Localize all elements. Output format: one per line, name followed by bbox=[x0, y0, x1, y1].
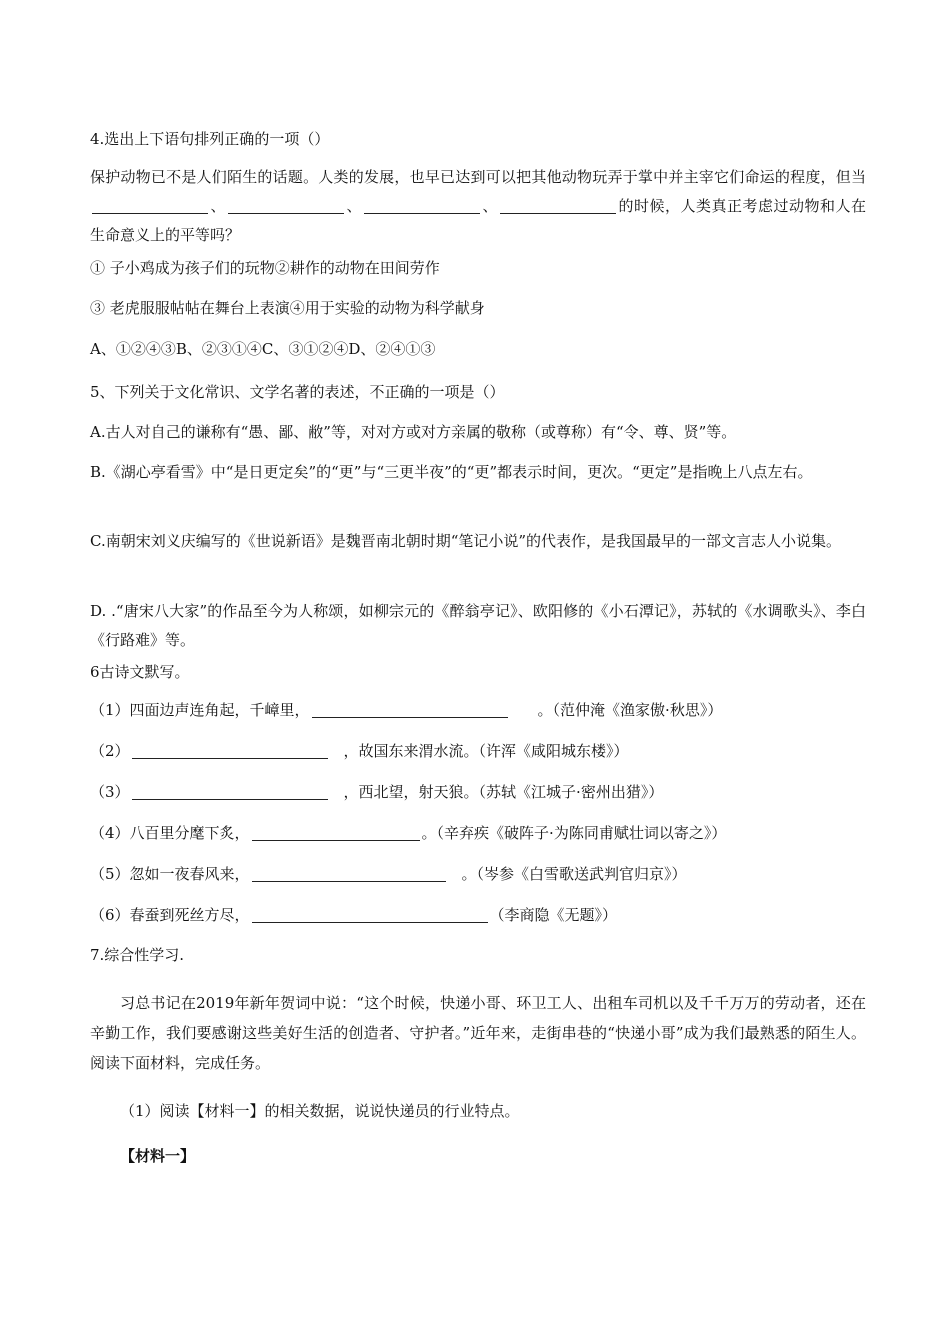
q7-material-1-heading: 【材料一】 bbox=[120, 1147, 196, 1165]
q4-sep-1: 、 bbox=[210, 197, 226, 215]
q6-item-2 bbox=[90, 741, 870, 761]
q6-item-1 bbox=[90, 700, 870, 720]
q4-sep-3: 、 bbox=[482, 197, 498, 215]
q4-choices: A、①②④③B、②③①④C、③①②④D、②④①③ bbox=[90, 340, 436, 358]
q6-item-1-pre: （1）四面边声连角起，千嶂里， bbox=[90, 701, 310, 719]
q6-item-2-post: ，故国东来渭水流。（许浑《咸阳城东楼》） bbox=[343, 742, 629, 760]
q6-item-4-pre: （4）八百里分麾下炙， bbox=[90, 824, 250, 842]
q5-option-d: D. .“唐宋八大家”的作品至今为人称颂，如柳宗元的《醉翁亭记》、欧阳修的《小石潭记》，苏轼的《水调歌头》、李白《行路难》等。 bbox=[90, 602, 866, 649]
q6-item-4 bbox=[90, 823, 870, 843]
q7-intro: 习总书记在2019年新年贺词中说：“这个时候，快递小哥、环卫工人、出租车司机以及千千万万的劳动者，还在辛勤工作，我们要感谢这些美好生活的创造者、守护者。”近年来，走街串巷的“快递小哥”成为我们最熟悉的陌生人。阅读下面材料，完成任务。 bbox=[90, 994, 866, 1072]
q6-blank-1[interactable] bbox=[312, 701, 508, 718]
q4-title: 4.选出上下语句排列正确的一项（） bbox=[90, 130, 330, 148]
q6-item-3-pre: （3） bbox=[90, 783, 130, 801]
q5-title: 5、下列关于文化常识、文学名著的表述，不正确的一项是（） bbox=[90, 383, 505, 401]
q6-blank-6[interactable] bbox=[252, 906, 488, 923]
q4-stem-text-b: 的时候，人类真正考虑过动物和人在生命意义上的平等吗？ bbox=[90, 197, 866, 244]
q6-item-3-post: ，西北望，射天狼。（苏轼《江城子·密州出猎》） bbox=[343, 783, 664, 801]
q6-blank-2[interactable] bbox=[132, 742, 328, 759]
q6-blank-3[interactable] bbox=[132, 783, 328, 800]
q6-item-4-post: 。（辛弃疾《破阵子·为陈同甫赋壮词以寄之》） bbox=[421, 824, 727, 842]
q5-option-c: C.南朝宋刘义庆编写的《世说新语》是魏晋南北朝时期“笔记小说”的代表作，是我国最早的一部文言志人小说集。 bbox=[90, 532, 842, 550]
q6-item-5 bbox=[90, 864, 870, 884]
q4-options-line-2: ③ 老虎服服帖帖在舞台上表演④用于实验的动物为科学献身 bbox=[90, 299, 485, 317]
q6-item-6-pre: （6）春蚕到死丝方尽， bbox=[90, 906, 250, 924]
q6-item-6-post: （李商隐《无题》） bbox=[489, 906, 618, 924]
q4-stem bbox=[90, 163, 866, 250]
q5-option-b: B.《湖心亭看雪》中“是日更定矣”的“更”与“三更半夜”的“更”都表示时间，更次。“更定”是指晚上八点左右。 bbox=[90, 463, 813, 481]
q5-option-a: A.古人对自己的谦称有“愚、鄙、敝”等，对对方或对方亲属的敬称（或尊称）有“令、尊、贤”等。 bbox=[90, 423, 737, 441]
q4-blank-3[interactable] bbox=[364, 197, 480, 214]
q4-blank-1[interactable] bbox=[92, 197, 208, 214]
q4-sep-2: 、 bbox=[346, 197, 362, 215]
q6-title: 6古诗文默写。 bbox=[90, 663, 190, 681]
q6-item-5-post: 。（岑参《白雪歌送武判官归京》） bbox=[461, 865, 687, 883]
q7-task-1: （1）阅读【材料一】的相关数据，说说快递员的行业特点。 bbox=[120, 1102, 520, 1120]
q6-item-1-post: 。（范仲淹《渔家傲·秋思》） bbox=[537, 701, 723, 719]
q6-item-2-pre: （2） bbox=[90, 742, 130, 760]
q6-blank-4[interactable] bbox=[252, 824, 420, 841]
q6-blank-5[interactable] bbox=[252, 865, 446, 882]
q4-options-line-1: ① 子小鸡成为孩子们的玩物②耕作的动物在田间劳作 bbox=[90, 259, 440, 277]
q6-item-5-pre: （5）忽如一夜春风来， bbox=[90, 865, 250, 883]
q7-title: 7.综合性学习. bbox=[90, 946, 185, 964]
q6-item-6 bbox=[90, 905, 870, 925]
q4-stem-text-a: 保护动物已不是人们陌生的话题。人类的发展，也早已达到可以把其他动物玩弄于掌中并主宰它们命运的程度，但当 bbox=[90, 168, 866, 186]
q4-blank-4[interactable] bbox=[500, 197, 616, 214]
q6-item-3 bbox=[90, 782, 870, 802]
q4-blank-2[interactable] bbox=[228, 197, 344, 214]
